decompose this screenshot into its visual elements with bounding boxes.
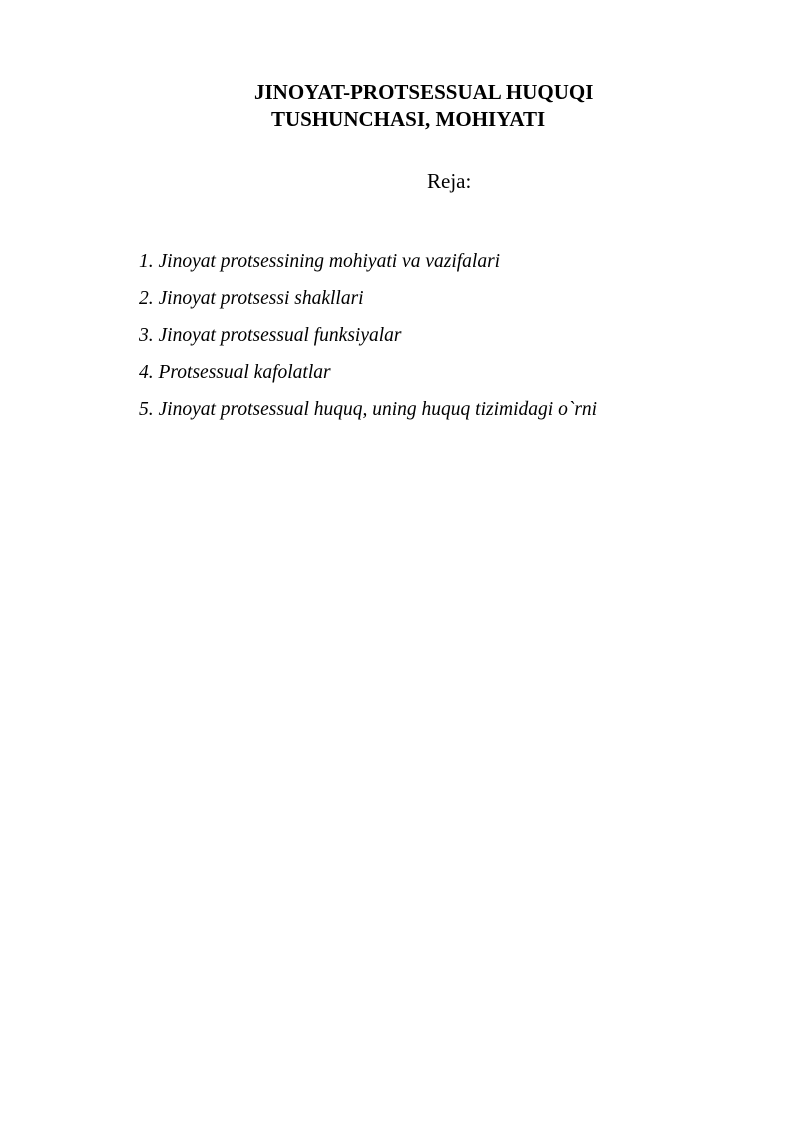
plan-item-5: 5. Jinoyat protsessual huquq, uning huquq tizimidagi o`rni (139, 399, 598, 420)
plan-list (139, 250, 597, 435)
plan-item-3: 3. Jinoyat protsessual funksiyalar (139, 325, 402, 346)
plan-item-4: 4. Protsessual kafolatlar (139, 362, 331, 383)
plan-heading: Reja: (427, 169, 472, 193)
document-title-line-1: JINOYAT-PROTSESSUAL HUQUQI (254, 80, 594, 104)
plan-item-2: 2. Jinoyat protsessi shakllari (139, 288, 364, 309)
plan-item-1: 1. Jinoyat protsessining mohiyati va vazifalari (139, 251, 501, 272)
document-title-line-2: TUSHUNCHASI, MOHIYATI (271, 107, 546, 131)
